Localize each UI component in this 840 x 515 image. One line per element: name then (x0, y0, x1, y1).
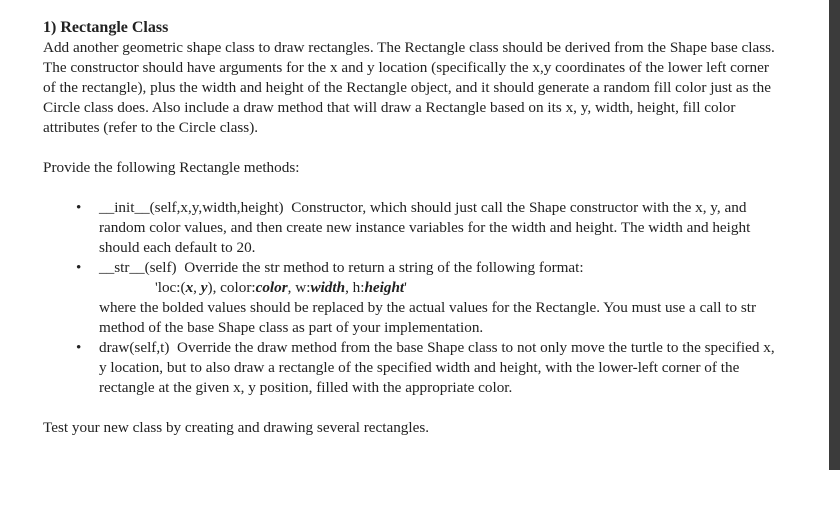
section-heading: 1) Rectangle Class (43, 19, 169, 36)
method-name-str: __str__(self) (99, 259, 177, 276)
str-format-example (99, 278, 783, 298)
spacer (43, 138, 783, 158)
method-desc-draw: Override the draw method from the base Shape class to not only move the turtle to the specified x, y location, but to also draw a rectangle of the specified width and height, with the lower-left corner of the rectangle at the given x, y position, filled with the appropriate color. (99, 339, 775, 396)
vertical-scrollbar[interactable] (829, 0, 840, 470)
bullet-icon: • (76, 199, 82, 216)
format-width: width (310, 279, 346, 296)
method-after-str: where the bolded values should be replaced by the actual values for the Rectangle. You must use a call to str method of the base Shape class as part of your implementation. (99, 299, 757, 336)
format-part: ), color: (207, 279, 256, 296)
format-height: height (364, 279, 405, 296)
method-name-draw: draw(self,t) (99, 339, 170, 356)
format-color: color (255, 279, 288, 296)
intro-paragraph: Add another geometric shape class to draw rectangles. The Rectangle class should be derived from the Shape base class. The constructor should have arguments for the x and y location (specifically the x,y coordinates of the lower left corner of the rectangle), plus the width and height of the Rectangle object, and it should generate a random fill color just as the Circle class does. Also include a draw method that will draw a Rectangle based on its x, y, width, height, fill color attributes (refer to the Circle class). (43, 39, 775, 136)
methods-intro: Provide the following Rectangle methods: (43, 159, 300, 176)
list-item-draw (43, 338, 783, 398)
format-y: y (200, 279, 208, 296)
test-instruction: Test your new class by creating and drawing several rectangles. (43, 419, 430, 436)
bullet-icon: • (76, 259, 82, 276)
format-x: x (185, 279, 194, 296)
method-desc-str: Override the str method to return a string of the following format: (184, 259, 584, 276)
format-part: , (193, 279, 201, 296)
format-part: 'loc:( (155, 279, 186, 296)
methods-list (43, 198, 783, 398)
bullet-icon: • (76, 339, 82, 356)
format-part: , h: (345, 279, 365, 296)
format-part: ' (404, 279, 407, 296)
format-part: , w: (287, 279, 311, 296)
list-item-init (43, 198, 783, 258)
method-name-init: __init__(self,x,y,width,height) (99, 199, 284, 216)
method-desc-init: Constructor, which should just call the Shape constructor with the x, y, and random color values, and then create new instance variables for the width and height. The width and height should each default to 20. (99, 199, 751, 256)
list-item-str (43, 258, 783, 338)
document-body (43, 18, 783, 438)
